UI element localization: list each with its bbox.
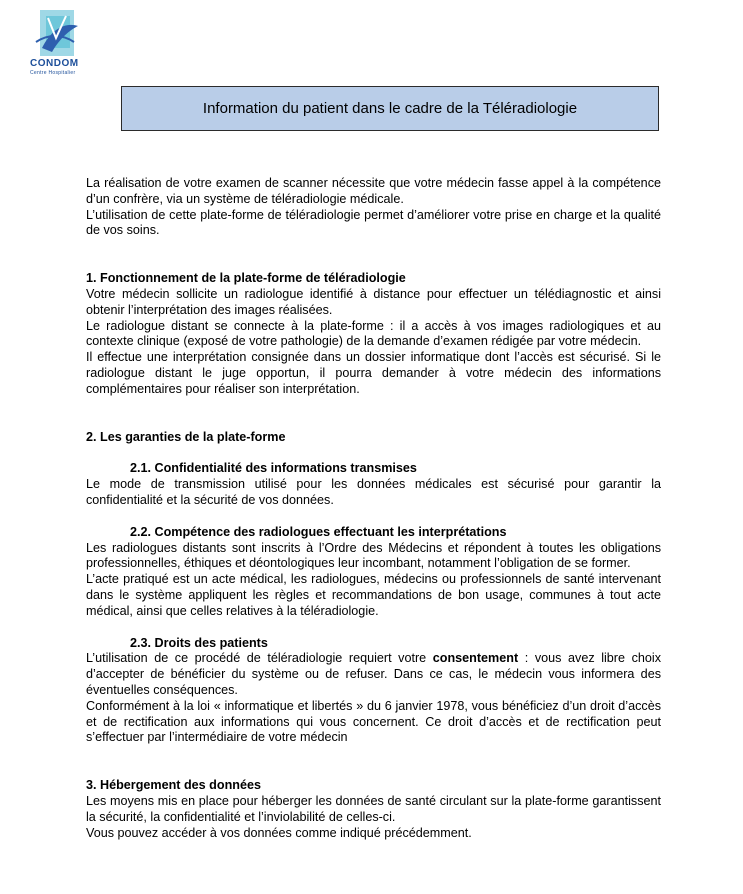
section2-2-paragraph-2: L’acte pratiqué est un acte médical, les radiologues, médecins ou professionnels de santé intervenant dans le système appliquent les règles et recommandations de bon usage, communes à tout acte médical, ainsi que celles relatives à la téléradiologie.: [86, 572, 661, 618]
section1-paragraph-2: Le radiologue distant se connecte à la plate-forme : il a accès à vos images radiologiques et au contexte clinique (exposé de votre pathologie) de la demande d’examen rédigée par votre médecin.: [86, 318, 661, 349]
logo-subtitle: Centre Hospitalier: [30, 70, 76, 76]
section2-3-heading: 2.3. Droits des patients: [130, 635, 268, 650]
section3-paragraph-2: Vous pouvez accéder à vos données comme indiqué précédemment.: [86, 825, 472, 840]
section2-heading: 2. Les garanties de la plate-forme: [86, 429, 286, 444]
section2-3-consent-paragraph: [86, 651, 661, 698]
section2-3-law-paragraph: Conformément à la loi « informatique et libertés » du 6 janvier 1978, vous bénéficiez d’un droit d’accès et de rectification aux informations qui vous concernent. Ce droit d’accès et de rectification peut s’effectuer par l’intermédiaire de votre médecin: [86, 698, 661, 745]
section2-1-heading: 2.1. Confidentialité des informations transmises: [130, 461, 417, 476]
intro-paragraph-2: L’utilisation de cette plate-forme de téléradiologie permet d’améliorer votre prise en charge et la qualité de vos soins.: [86, 207, 661, 238]
section2-1-paragraph: Le mode de transmission utilisé pour les données médicales est sécurisé pour garantir la confidentialité et la sécurité de vos données.: [86, 477, 661, 507]
page-title: Information du patient dans le cadre de la Téléradiologie: [121, 86, 659, 131]
section3-paragraph-1: Les moyens mis en place pour héberger les données de santé circulant sur la plate-forme garantissent la sécurité, la confidentialité et l’inviolabilité de celles-ci.: [86, 793, 661, 824]
section2-2-heading: 2.2. Compétence des radiologues effectuant les interprétations: [130, 524, 507, 539]
section1-heading: 1. Fonctionnement de la plate-forme de téléradiologie: [86, 271, 406, 286]
consent-text-after: : vous avez libre choix d’accepter de bénéficier du système ou de refuser. Dans ce cas, le médecin vous informera des éventuelles conséquences.: [86, 651, 661, 697]
intro-paragraph-1: La réalisation de votre examen de scanner nécessite que votre médecin fasse appel à la compétence d’un confrère, via un système de téléradiologie médicale.: [86, 176, 661, 206]
consent-keyword: consentement: [432, 651, 519, 666]
consent-text-before: L’utilisation de ce procédé de téléradiologie requiert votre: [86, 651, 433, 666]
logo-name: CONDOM: [30, 58, 79, 69]
section3-heading: 3. Hébergement des données: [86, 778, 261, 793]
section2-2-paragraph-1: Les radiologues distants sont inscrits à l’Ordre des Médecins et répondent à toutes les obligations professionnelles, éthiques et déontologiques leur incombant, notamment l’obligation de se former.: [86, 540, 661, 571]
section1-paragraph-3: Il effectue une interprétation consignée dans un dossier informatique dont l’accès est sécurisé. Si le radiologue distant le juge opportun, il pourra demander à votre médecin des informations complémentaires pour réaliser son interprétation.: [86, 350, 661, 396]
document-body: [86, 176, 661, 841]
section1-paragraph-1: Votre médecin sollicite un radiologue identifié à distance pour effectuer un télédiagnostic et ainsi obtenir l’interprétation des images réalisées.: [86, 286, 661, 317]
